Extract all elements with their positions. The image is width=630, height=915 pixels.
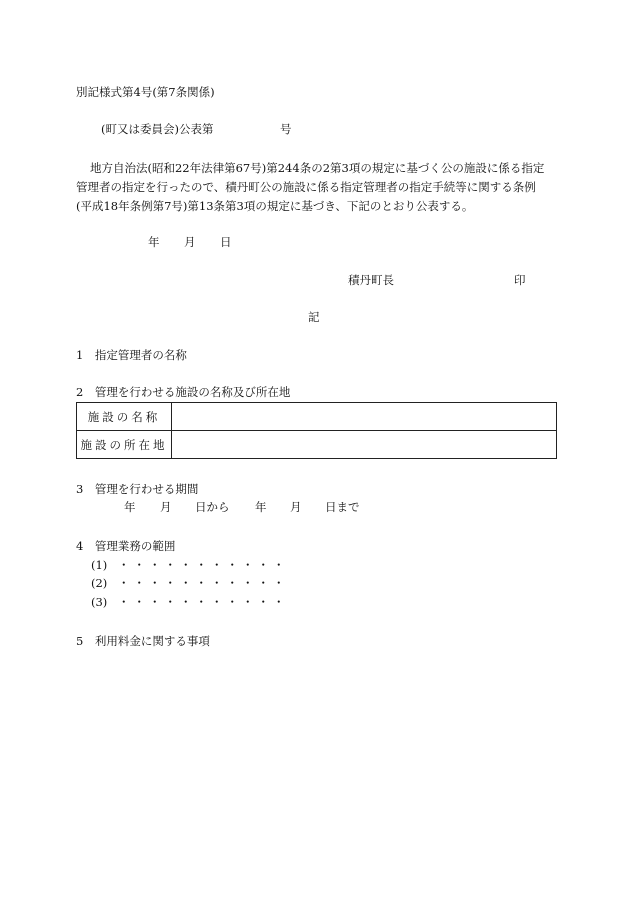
section-3-heading: 3 管理を行わせる期間 — [76, 482, 199, 496]
form-title: 別記様式第4号(第7条関係) — [76, 85, 215, 99]
facility-table — [76, 402, 557, 459]
section-5-heading: 5 利用料金に関する事項 — [76, 634, 210, 648]
scope-item-2-dots: ・・・・・・・・・・・ — [118, 576, 289, 590]
period-year-start: 年 — [124, 500, 136, 514]
facility-location-value — [172, 431, 557, 459]
body-line-1: 地方自治法(昭和22年法律第67号)第244条の2第3項の規定に基づく公の施設に係る指定 — [90, 161, 545, 175]
scope-item-3-number: (3) — [91, 595, 108, 609]
scope-item-3-dots: ・・・・・・・・・・・ — [118, 595, 289, 609]
period-month-end: 月 — [290, 500, 302, 514]
facility-location-row — [77, 431, 557, 459]
ki-heading: 記 — [308, 310, 320, 324]
facility-name-value — [172, 403, 557, 431]
notice-number-prefix: (町又は委員会)公表第 — [101, 122, 214, 136]
section-4-heading: 4 管理業務の範囲 — [76, 539, 176, 553]
facility-name-label: 施設の名称 — [77, 403, 172, 431]
notice-number-suffix: 号 — [280, 122, 292, 136]
scope-item-1-number: (1) — [91, 558, 108, 572]
date-month: 月 — [184, 235, 196, 249]
facility-name-row — [77, 403, 557, 431]
scope-item-1-dots: ・・・・・・・・・・・ — [118, 558, 289, 572]
seal-mark: 印 — [514, 273, 526, 287]
scope-item-2-number: (2) — [91, 576, 108, 590]
signer-title: 積丹町長 — [348, 273, 394, 287]
period-year-end: 年 — [255, 500, 267, 514]
body-paragraph — [76, 159, 560, 216]
period-month-start: 月 — [160, 500, 172, 514]
period-from: 日から — [195, 500, 230, 514]
body-line-3: (平成18年条例第7号)第13条第3項の規定に基づき、下記のとおり公表する。 — [76, 199, 474, 213]
date-year: 年 — [148, 235, 160, 249]
period-until: 日まで — [325, 500, 360, 514]
body-line-2: 管理者の指定を行ったので、積丹町公の施設に係る指定管理者の指定手続等に関する条例 — [76, 180, 536, 194]
date-day: 日 — [220, 235, 232, 249]
section-2-heading: 2 管理を行わせる施設の名称及び所在地 — [76, 385, 291, 399]
facility-location-label: 施設の所在地 — [77, 431, 172, 459]
section-1-heading: 1 指定管理者の名称 — [76, 348, 187, 362]
